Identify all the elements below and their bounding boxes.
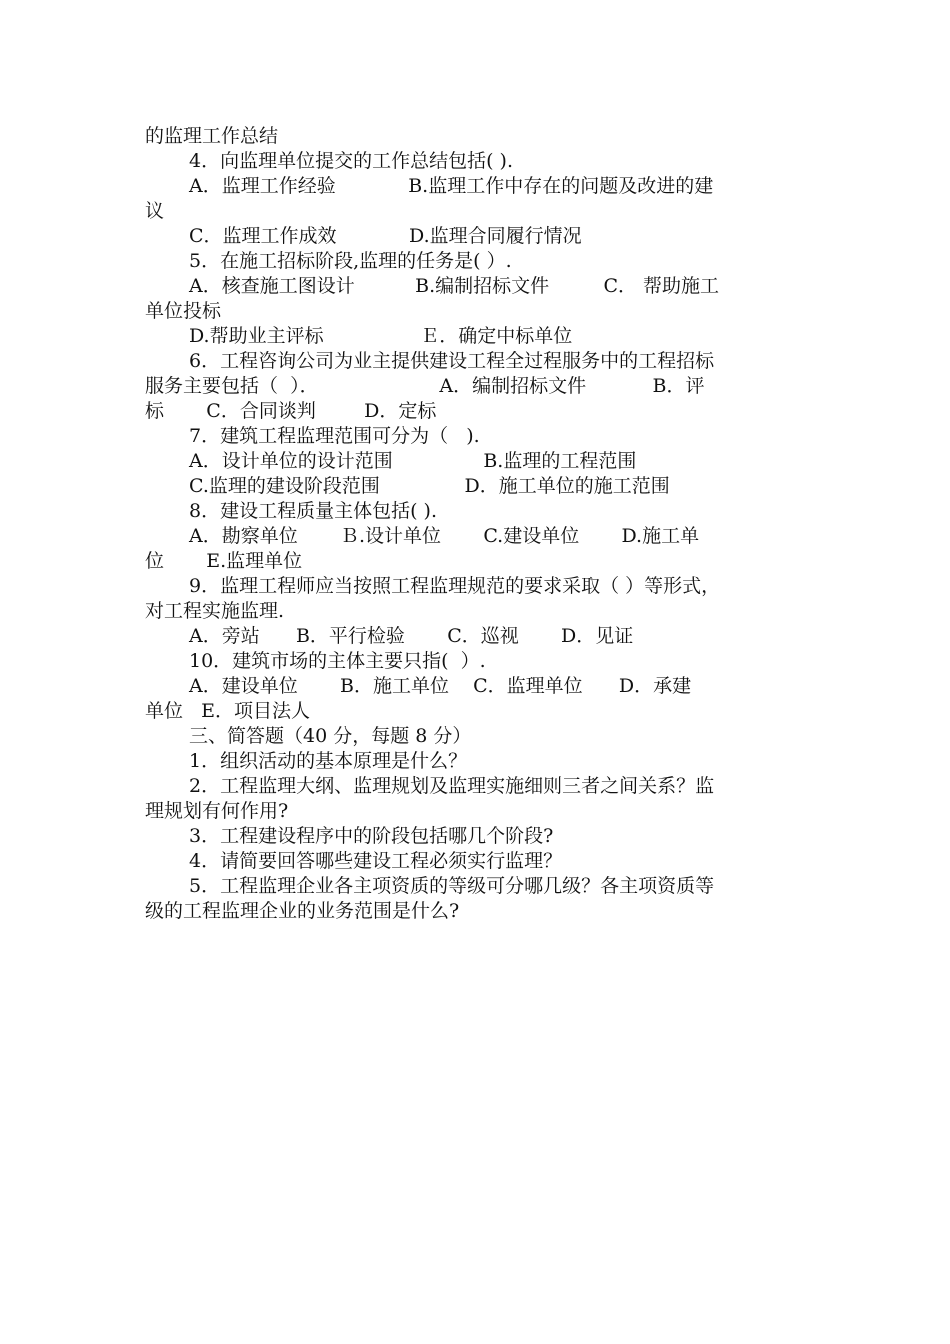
question-9-options: A．旁站 B．平行检验 C．巡视 D．见证 (189, 625, 634, 647)
question-10-options-cont: 单位 E．项目法人 (145, 700, 310, 722)
question-8-options: A．勘察单位 Ｂ.设计单位 C.建设单位 D.施工单 (189, 525, 700, 547)
question-9: 9．监理工程师应当按照工程监理规范的要求采取（ ）等形式， (189, 575, 721, 597)
question-5-options-de: D.帮助业主评标 Ｅ．确定中标单位 (189, 325, 573, 347)
short-answer-3: 3．工程建设程序中的阶段包括哪几个阶段? (189, 825, 554, 847)
question-4-options-ab: A．监理工作经验 B.监理工作中存在的问题及改进的建 (189, 175, 714, 197)
short-answer-5: 5．工程监理企业各主项资质的等级可分哪几级？各主项资质等 (189, 875, 715, 897)
question-4-options-cd: C．监理工作成效 D.监理合同履行情况 (189, 225, 582, 247)
question-6-cont: 服务主要包括（ ）． A．编制招标文件 B．评 (145, 375, 705, 397)
short-answer-4: 4．请简要回答哪些建设工程必须实行监理？ (189, 850, 563, 872)
document-body (145, 124, 807, 924)
question-10-options: A．建设单位 B．施工单位 C．监理单位 D．承建 (189, 675, 692, 697)
short-answer-1: 1．组织活动的基本原理是什么？ (189, 750, 468, 772)
text-line: 议 (145, 200, 165, 222)
section-heading: 三、简答题（40 分，每题 8 分） (189, 725, 472, 747)
question-7: 7．建筑工程监理范围可分为（ ). (189, 425, 480, 447)
question-7-options-ab: A．设计单位的设计范围 B.监理的工程范围 (189, 450, 637, 472)
short-answer-2: 2．工程监理大纲、监理规划及监理实施细则三者之间关系？监 (189, 775, 715, 797)
question-8: 8．建设工程质量主体包括( ). (189, 500, 437, 522)
question-8-options-cont: 位 E.监理单位 (145, 550, 303, 572)
question-10: 10．建筑市场的主体主要只指( ）. (189, 650, 486, 672)
question-6: 6．工程咨询公司为业主提供建设工程全过程服务中的工程招标 (189, 350, 715, 372)
short-answer-2-cont: 理规划有何作用? (145, 800, 289, 822)
question-7-options-cd: C.监理的建设阶段范围 D．施工单位的施工范围 (189, 475, 670, 497)
text-line: 的监理工作总结 (145, 125, 279, 147)
question-9-cont: 对工程实施监理. (145, 600, 285, 622)
question-5-options-abc: A．核查施工图设计 B.编制招标文件 C． 帮助施工 (189, 275, 720, 297)
question-4: 4．向监理单位提交的工作总结包括( ). (189, 150, 513, 172)
question-6-options: 标 C．合同谈判 D．定标 (145, 400, 437, 422)
text-line: 单位投标 (145, 300, 222, 322)
short-answer-5-cont: 级的工程监理企业的业务范围是什么? (145, 900, 460, 922)
question-5: 5．在施工招标阶段,监理的任务是( ）. (189, 250, 512, 272)
